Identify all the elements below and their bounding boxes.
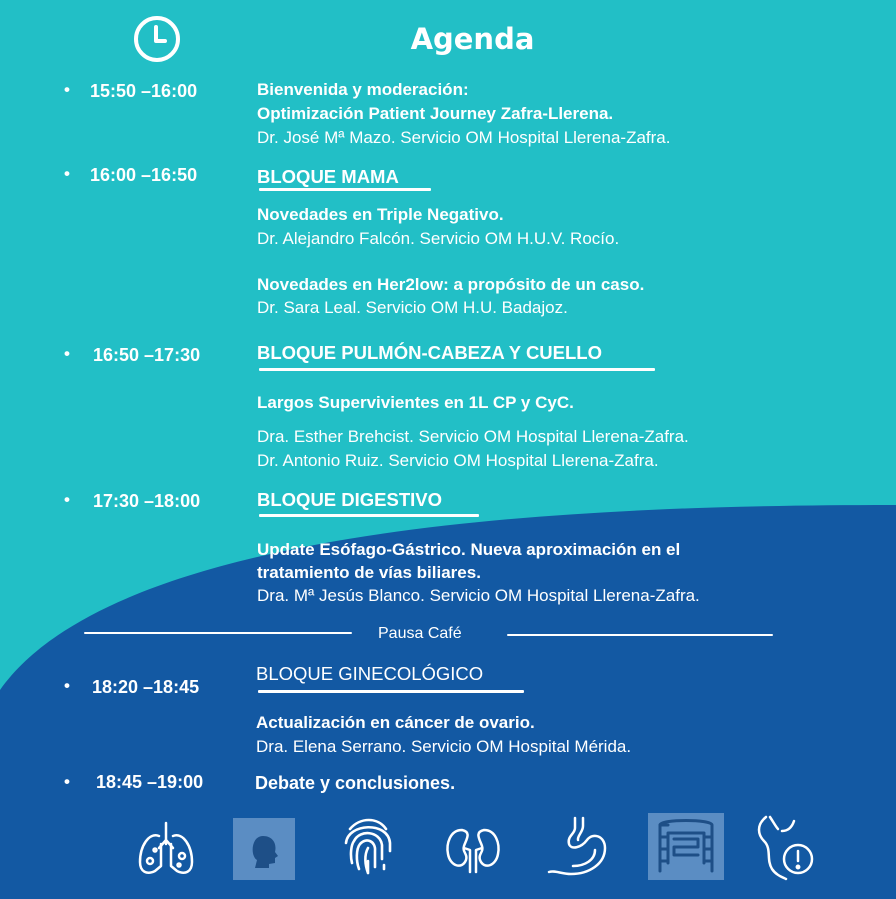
session-time: 18:45 –19:00 — [96, 772, 204, 792]
session-title: Bienvenida y moderación: — [257, 80, 469, 99]
talk-speaker: Dra. Elena Serrano. Servicio OM Hospital Mérida. — [256, 737, 632, 756]
gynecology-warning-icon — [750, 815, 822, 881]
talk-speaker: Dr. Alejandro Falcón. Servicio OM H.U.V. Rocío. — [257, 229, 620, 248]
bullet: • — [64, 164, 70, 183]
session-speaker: Dr. José Mª Mazo. Servicio OM Hospital Llerena-Zafra. — [257, 128, 671, 147]
kidneys-icon — [442, 826, 504, 874]
talk-speaker: Dra. Mª Jesús Blanco. Servicio OM Hospital Llerena-Zafra. — [257, 586, 700, 605]
talk-title: Novedades en Triple Negativo. — [257, 205, 504, 224]
underline — [258, 690, 524, 693]
page-title: Agenda — [410, 22, 535, 56]
underline — [259, 188, 431, 191]
bullet: • — [64, 344, 70, 363]
block-heading: BLOQUE GINECOLÓGICO — [256, 663, 484, 684]
intestine-icon — [648, 813, 724, 880]
talk-title: Update Esófago-Gástrico. Nueva aproximación en el — [257, 540, 681, 559]
head-profile-icon — [233, 818, 295, 880]
talk-speaker: Dr. Antonio Ruiz. Servicio OM Hospital Llerena-Zafra. — [257, 451, 659, 470]
session-time: 15:50 –16:00 — [90, 81, 198, 101]
session-time: 16:50 –17:30 — [93, 345, 201, 365]
session-time: 16:00 –16:50 — [90, 165, 198, 185]
session-time: 18:20 –18:45 — [92, 677, 200, 697]
underline — [259, 514, 479, 517]
talk-speaker: Dr. Sara Leal. Servicio OM H.U. Badajoz. — [257, 298, 568, 317]
clock-icon — [132, 14, 182, 64]
session-title: Optimización Patient Journey Zafra-Llerena. — [257, 104, 614, 123]
talk-speaker: Dra. Esther Brehcist. Servicio OM Hospital Llerena-Zafra. — [257, 427, 689, 446]
talk-title: Actualización en cáncer de ovario. — [256, 713, 535, 732]
bullet: • — [64, 676, 70, 695]
block-heading: BLOQUE MAMA — [257, 166, 399, 187]
session-title: Debate y conclusiones. — [255, 773, 456, 793]
block-heading: BLOQUE DIGESTIVO — [257, 489, 443, 510]
divider — [507, 634, 773, 636]
block-heading: BLOQUE PULMÓN-CABEZA Y CUELLO — [257, 342, 602, 363]
talk-title: Largos Supervivientes en 1L CP y CyC. — [257, 393, 574, 412]
bullet: • — [64, 80, 70, 99]
divider — [84, 632, 352, 634]
underline — [259, 368, 655, 371]
stomach-icon — [545, 816, 611, 878]
fingerprint-icon — [340, 815, 396, 877]
bullet: • — [64, 490, 70, 509]
talk-title: Novedades en Her2low: a propósito de un caso. — [257, 275, 645, 294]
bullet: • — [64, 772, 70, 791]
lungs-icon — [135, 818, 197, 880]
break-label: Pausa Café — [378, 625, 462, 642]
session-time: 17:30 –18:00 — [93, 491, 201, 511]
talk-title: tratamiento de vías biliares. — [257, 563, 481, 582]
